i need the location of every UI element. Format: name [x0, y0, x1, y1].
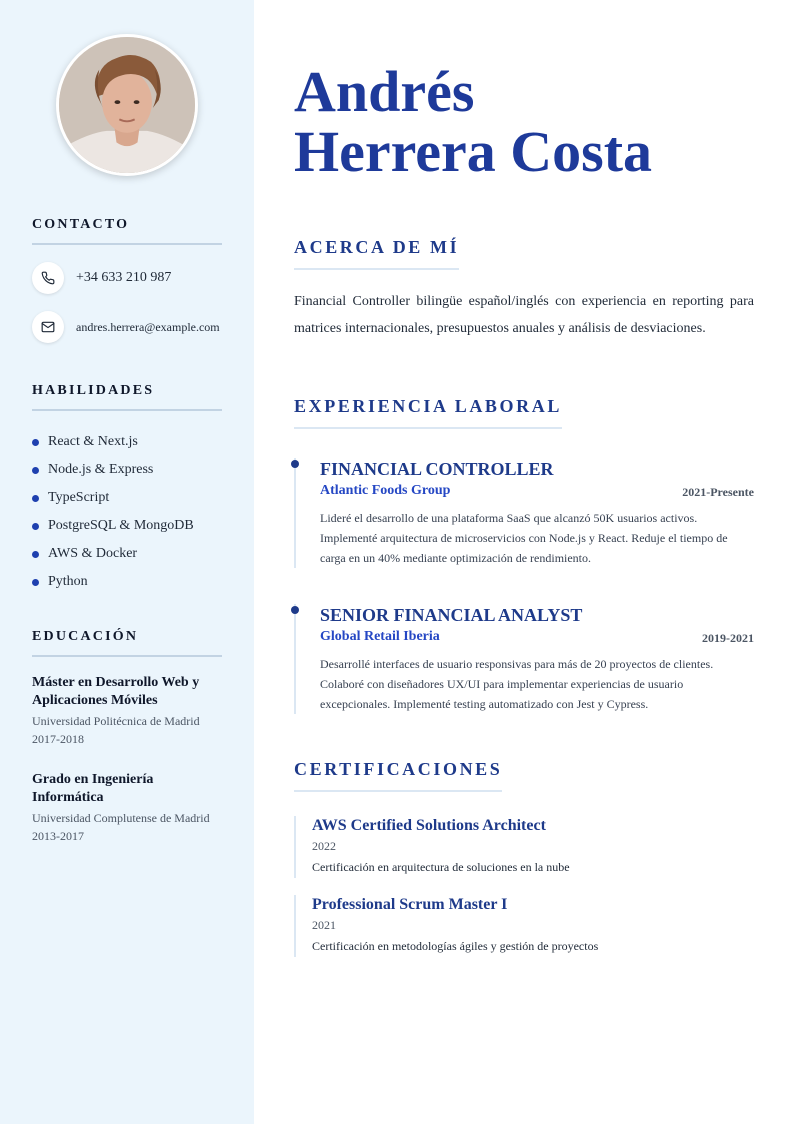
- sidebar: [0, 0, 254, 1124]
- education-degree: Grado en Ingeniería Informática: [32, 772, 154, 805]
- mail-icon: [32, 311, 64, 343]
- certification-description: Certificación en metodologías ágiles y gestión de proyectos: [312, 939, 599, 953]
- education-years: 2017-2018: [32, 732, 84, 746]
- certification-year: 2022: [312, 839, 336, 853]
- certification-year: 2021: [312, 918, 336, 932]
- job-dates: 2019-2021: [702, 631, 754, 645]
- certifications-heading: CERTIFICACIONES: [294, 759, 502, 792]
- job-entry: [294, 458, 754, 568]
- phone-number: +34 633 210 987: [76, 270, 172, 285]
- skill-item: [32, 428, 194, 456]
- skill-label: PostgreSQL & MongoDB: [48, 518, 194, 533]
- certification-title: Professional Scrum Master I: [312, 896, 508, 913]
- education-heading: EDUCACIÓN: [32, 629, 222, 657]
- education-degree: Máster en Desarrollo Web y Aplicaciones Móviles: [32, 675, 200, 708]
- education-item: [32, 674, 222, 748]
- about-text: Financial Controller bilingüe español/inglés con experiencia en reporting para matrices internacionales, presupuestos anuales y análisis de desviaciones.: [294, 294, 754, 336]
- contact-heading: CONTACTO: [32, 217, 222, 245]
- skill-item: [32, 484, 194, 512]
- job-title: SENIOR FINANCIAL ANALYST: [320, 605, 583, 625]
- candidate-name: [294, 59, 653, 184]
- last-name: Herrera Costa: [294, 119, 653, 184]
- job-title: FINANCIAL CONTROLLER: [320, 459, 554, 479]
- job-description: Desarrollé interfaces de usuario responsivas para más de 20 proyectos de clientes. Colaboré con diseñadores UX/UI para implementar experiencias de usuario excepcionales. Implementé testing automatizado con Jest y Cypress.: [320, 657, 714, 711]
- job-company: Global Retail Iberia: [320, 629, 440, 644]
- phone-icon: [32, 262, 64, 294]
- education-item: [32, 771, 222, 845]
- skills-list: [32, 428, 194, 596]
- skill-label: Python: [48, 574, 88, 589]
- certification-description: Certificación en arquitectura de soluciones en la nube: [312, 860, 570, 874]
- skill-label: AWS & Docker: [48, 546, 138, 561]
- timeline-dot-icon: [291, 460, 299, 468]
- timeline-line: [294, 458, 296, 568]
- skill-item: [32, 540, 194, 568]
- bullet-icon: [32, 579, 39, 586]
- profile-photo-image: [59, 37, 195, 173]
- email-address[interactable]: andres.herrera@example.com: [76, 319, 220, 334]
- timeline-dot-icon: [291, 606, 299, 614]
- job-company: Atlantic Foods Group: [320, 483, 451, 498]
- skill-label: React & Next.js: [48, 434, 138, 449]
- job-dates: 2021-Presente: [682, 485, 754, 499]
- job-description: Lideré el desarrollo de una plataforma SaaS que alcanzó 50K usuarios activos. Implementé arquitectura de microservicios con Node.js y React. Reduje el tiempo de carga en un 40% mediante optimización de rendimiento.: [320, 511, 728, 565]
- education-institution: Universidad Complutense de Madrid: [32, 811, 210, 825]
- certification-item: [294, 895, 754, 957]
- certification-title: AWS Certified Solutions Architect: [312, 817, 546, 834]
- education-institution: Universidad Politécnica de Madrid: [32, 714, 200, 728]
- skills-heading: HABILIDADES: [32, 383, 222, 411]
- bullet-icon: [32, 523, 39, 530]
- experience-heading: EXPERIENCIA LABORAL: [294, 396, 562, 429]
- contact-phone: [32, 262, 171, 294]
- skill-label: TypeScript: [48, 490, 110, 505]
- bullet-icon: [32, 495, 39, 502]
- skill-item: [32, 456, 194, 484]
- certification-item: [294, 816, 754, 878]
- profile-photo: [56, 34, 198, 176]
- bullet-icon: [32, 467, 39, 474]
- bullet-icon: [32, 439, 39, 446]
- contact-email: [32, 311, 220, 343]
- skill-label: Node.js & Express: [48, 462, 154, 477]
- first-name: Andrés: [294, 59, 475, 124]
- about-heading: ACERCA DE MÍ: [294, 237, 459, 270]
- education-years: 2013-2017: [32, 829, 84, 843]
- job-entry: [294, 604, 754, 714]
- skill-item: [32, 568, 194, 596]
- timeline-line: [294, 604, 296, 714]
- skill-item: [32, 512, 194, 540]
- bullet-icon: [32, 551, 39, 558]
